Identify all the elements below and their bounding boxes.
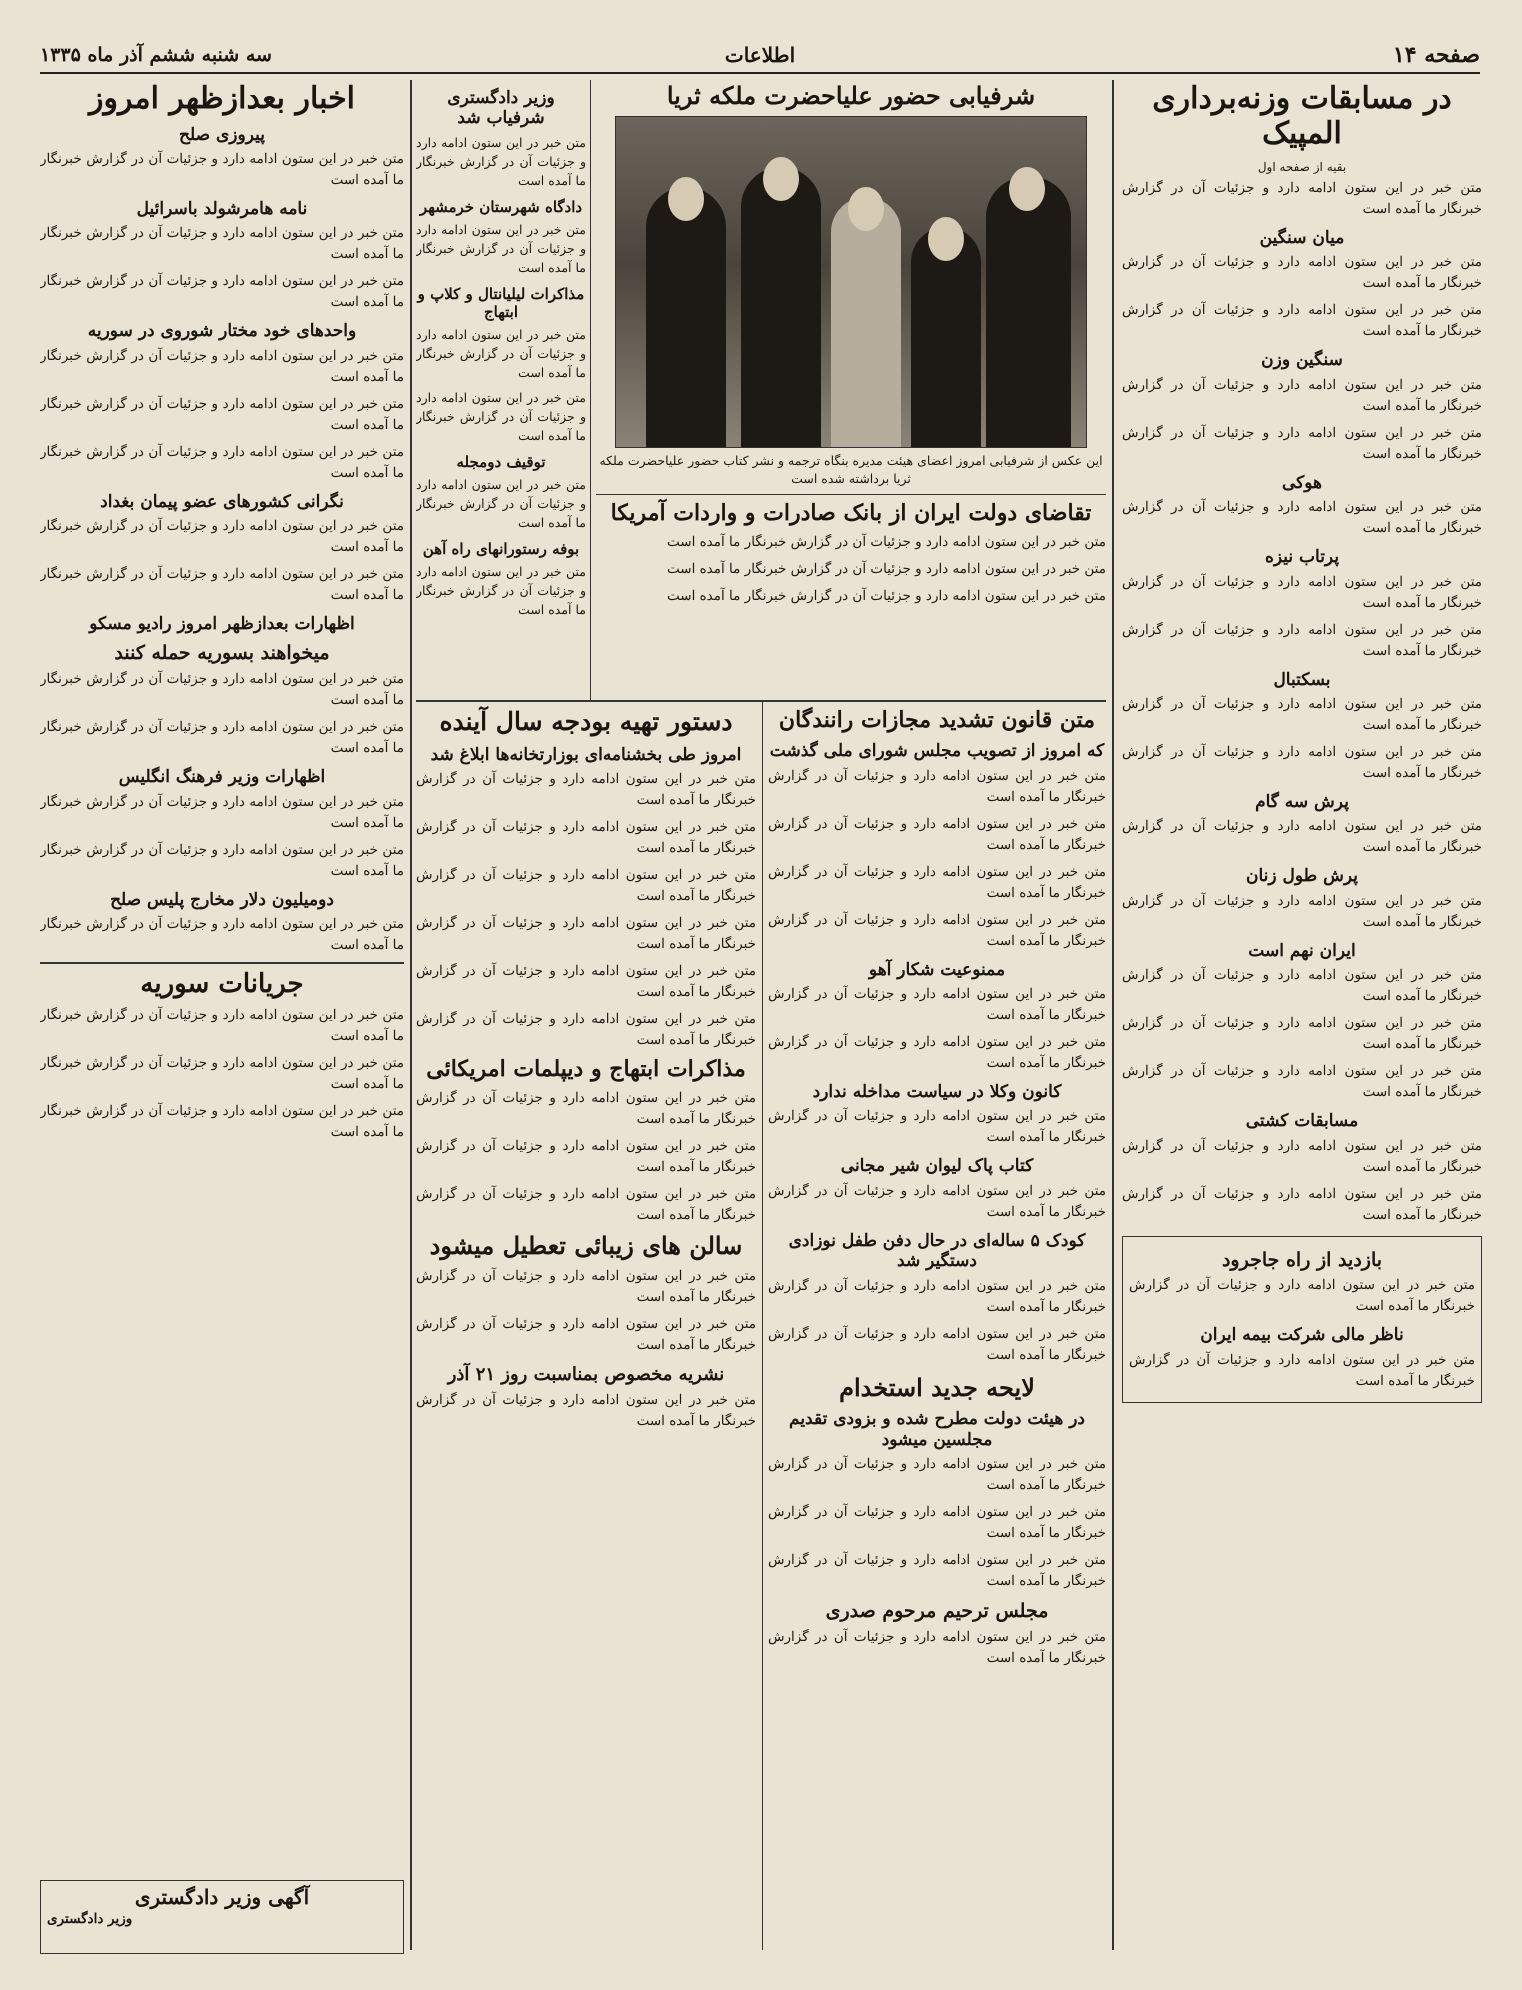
column-rule (590, 80, 591, 700)
article-body: متن خبر در این ستون ادامه دارد و جزئیات آن در گزارش خبرنگار ما آمده است متن خبر در این ستون ادامه دارد و جزئیات آن در گزارش خبرنگار ما آمده است (416, 326, 586, 443)
section-subhead: نگرانی کشورهای عضو پیمان بغداد (100, 491, 344, 512)
section-subhead: مذاکرات لیلیانتال و کلاپ و ابتهاج (417, 284, 585, 321)
section-subhead: پرش سه گام (1255, 791, 1349, 812)
section-subhead: کتاب پاک لیوان شیر مجانی (840, 1156, 1034, 1177)
column-rule (762, 700, 763, 1950)
ad-signature: وزیر دادگستری (47, 1911, 133, 1927)
article-body: متن خبر در این ستون ادامه دارد و جزئیات آن در گزارش خبرنگار ما آمده است متن خبر در این ستون ادامه دارد و جزئیات آن در گزارش خبرنگار ما آمده است متن خبر در این ستون ادامه دارد و جزئیات آن در گزارش خبرنگار ما آمده است (1122, 967, 1482, 1101)
article-body: متن خبر در این ستون ادامه دارد و جزئیات آن در گزارش خبرنگار ما آمده است (768, 1182, 1106, 1220)
article-body: متن خبر در این ستون ادامه دارد و جزئیات آن در گزارش خبرنگار ما آمده است متن خبر در این ستون ادامه دارد و جزئیات آن در گزارش خبرنگار ما آمده است (1122, 254, 1482, 340)
photo-figure-queen (831, 197, 901, 447)
news-box (1122, 1236, 1482, 1403)
section-subhead: پیروزی صلح (179, 124, 265, 145)
divider (596, 494, 1106, 496)
article-body: متن خبر در این ستون ادامه دارد و جزئیات آن در گزارش خبرنگار ما آمده است متن خبر در این ستون ادامه دارد و جزئیات آن در گزارش خبرنگار ما آمده است (1122, 573, 1482, 659)
article-body: متن خبر در این ستون ادامه دارد و جزئیات آن در گزارش خبرنگار ما آمده است متن خبر در این ستون ادامه دارد و جزئیات آن در گزارش خبرنگار ما آمده است (1122, 695, 1482, 781)
article-body: متن خبر در این ستون ادامه دارد و جزئیات آن در گزارش خبرنگار ما آمده است (40, 916, 404, 954)
section-subhead: توقیف دومجله (456, 452, 546, 471)
photo-figure (986, 177, 1071, 447)
article-headline: دستور تهیه بودجه سال آینده (439, 707, 733, 736)
box-body: متن خبر در این ستون ادامه دارد و جزئیات آن در گزارش خبرنگار ما آمده است (1129, 1351, 1475, 1389)
section-subhead: اظهارات بعدازظهر امروز رادیو مسکو (89, 614, 355, 635)
article-body: متن خبر در این ستون ادامه دارد و جزئیات آن در گزارش خبرنگار ما آمده است (1122, 499, 1482, 537)
section-subhead: مسابقات کشتی (1245, 1111, 1359, 1132)
article-headline: مذاکرات ابتهاج و دیپلمات امریکائی (426, 1056, 746, 1083)
photo-caption: این عکس از شرفیابی امروز اعضای هیئت مدیره بنگاه ترجمه و نشر کتاب حضور علیاحضرت ملکه ثریا برداشته شده است (599, 452, 1103, 486)
column-rule (1112, 80, 1114, 1950)
article-body: متن خبر در این ستون ادامه دارد و جزئیات آن در گزارش خبرنگار ما آمده است (1122, 180, 1482, 217)
article-headline: اخبار بعدازظهر امروز (88, 81, 356, 116)
article-body: متن خبر در این ستون ادامه دارد و جزئیات آن در گزارش خبرنگار ما آمده است متن خبر در این ستون ادامه دارد و جزئیات آن در گزارش خبرنگار ما آمده است متن خبر در این ستون ادامه دارد و جزئیات آن در گزارش خبرنگار ما آمده است متن خبر در این ستون ادامه دارد و جزئیات آن در گزارش خبرنگار ما آمده است متن خبر در این ستون ادامه دارد و جزئیات آن در گزارش خبرنگار ما آمده است متن خبر در این ستون ادامه دارد و جزئیات آن در گزارش خبرنگار ما آمده است (416, 771, 756, 1049)
section-subhead: ایران نهم است (1248, 940, 1356, 961)
section-subhead: اظهارات وزیر فرهنگ انگلیس (118, 767, 326, 788)
section-subhead: هوکی (1281, 472, 1322, 493)
article-headline: تقاضای دولت ایران از بانک صادرات و واردات آمریکا (610, 500, 1092, 527)
article-body: متن خبر در این ستون ادامه دارد و جزئیات آن در گزارش خبرنگار ما آمده است (416, 221, 586, 275)
section-subhead: دادگاه شهرستان خرمشهر (419, 197, 583, 216)
article-headline: جریانات سوریه (140, 968, 304, 999)
section-subhead: نشریه مخصوص بمناسبت روز ۲۱ آذر (447, 1364, 725, 1386)
divider (416, 700, 1106, 702)
photo-figure (646, 187, 726, 447)
ad-title: آگهی وزیر دادگستری (134, 1885, 310, 1909)
section-subhead: میان سنگین (1259, 228, 1345, 248)
article-body: متن خبر در این ستون ادامه دارد و جزئیات آن در گزارش خبرنگار ما آمده است (1122, 818, 1482, 856)
article-body: متن خبر در این ستون ادامه دارد و جزئیات آن در گزارش خبرنگار ما آمده است (416, 134, 586, 188)
photo-figure-head (928, 217, 964, 261)
column-photo-story (596, 80, 1106, 700)
article-body: متن خبر در این ستون ادامه دارد و جزئیات آن در گزارش خبرنگار ما آمده است متن خبر در این ستون ادامه دارد و جزئیات آن در گزارش خبرنگار ما آمده است (1122, 1137, 1482, 1223)
article-body: متن خبر در این ستون ادامه دارد و جزئیات آن در گزارش خبرنگار ما آمده است (416, 563, 586, 617)
masthead (40, 38, 1480, 74)
article-body: متن خبر در این ستون ادامه دارد و جزئیات آن در گزارش خبرنگار ما آمده است متن خبر در این ستون ادامه دارد و جزئیات آن در گزارش خبرنگار ما آمده است (40, 793, 404, 879)
box-body: متن خبر در این ستون ادامه دارد و جزئیات آن در گزارش خبرنگار ما آمده است (1129, 1277, 1475, 1315)
article-body: متن خبر در این ستون ادامه دارد و جزئیات آن در گزارش خبرنگار ما آمده است متن خبر در این ستون ادامه دارد و جزئیات آن در گزارش خبرنگار ما آمده است متن خبر در این ستون ادامه دارد و جزئیات آن در گزارش خبرنگار ما آمده است (667, 534, 1106, 605)
article-headline: لایحه جدید استخدام (839, 1372, 1035, 1402)
article-body: متن خبر در این ستون ادامه دارد و جزئیات آن در گزارش خبرنگار ما آمده است متن خبر در این ستون ادامه دارد و جزئیات آن در گزارش خبرنگار ما آمده است متن خبر در این ستون ادامه دارد و جزئیات آن در گزارش خبرنگار ما آمده است (40, 347, 404, 481)
column-budget (416, 706, 756, 1946)
section-subhead: دومیلیون دلار مخارج پلیس صلح (110, 889, 334, 910)
section-subhead: امروز طی بخشنامه‌ای بوزارتخانه‌ها ابلاغ شد (430, 744, 742, 765)
section-subhead: سنگین وزن (1261, 350, 1343, 371)
page-number: صفحه ۱۴ (1392, 42, 1480, 68)
article-body: متن خبر در این ستون ادامه دارد و جزئیات آن در گزارش خبرنگار ما آمده است متن خبر در این ستون ادامه دارد و جزئیات آن در گزارش خبرنگار ما آمده است (768, 1277, 1106, 1363)
article-body: متن خبر در این ستون ادامه دارد و جزئیات آن در گزارش خبرنگار ما آمده است متن خبر در این ستون ادامه دارد و جزئیات آن در گزارش خبرنگار ما آمده است (416, 1268, 756, 1354)
section-subhead: پرش طول زنان (1246, 866, 1358, 887)
photo-figure-head (1009, 167, 1045, 211)
section-subhead: ممنوعیت شکار آهو (868, 959, 1006, 980)
section-subhead: پرتاب نیزه (1264, 547, 1340, 568)
article-body: متن خبر در این ستون ادامه دارد و جزئیات آن در گزارش خبرنگار ما آمده است (416, 476, 586, 530)
article-body: متن خبر در این ستون ادامه دارد و جزئیات آن در گزارش خبرنگار ما آمده است متن خبر در این ستون ادامه دارد و جزئیات آن در گزارش خبرنگار ما آمده است (40, 518, 404, 604)
article-body: متن خبر در این ستون ادامه دارد و جزئیات آن در گزارش خبرنگار ما آمده است متن خبر در این ستون ادامه دارد و جزئیات آن در گزارش خبرنگار ما آمده است متن خبر در این ستون ادامه دارد و جزئیات آن در گزارش خبرنگار ما آمده است (768, 1456, 1106, 1590)
column-law (768, 706, 1106, 1946)
article-headline: در مسابقات وزنه‌برداری المپیک (1152, 81, 1452, 151)
section-subhead: مجلس ترحیم مرحوم صدری (825, 1600, 1049, 1623)
article-headline: متن قانون تشدید مجازات رانندگان (778, 707, 1096, 733)
article-body: متن خبر در این ستون ادامه دارد و جزئیات آن در گزارش خبرنگار ما آمده است (40, 150, 404, 188)
column-afternoon-news (40, 80, 404, 1950)
issue-date: سه شنبه ششم آذر ماه ۱۳۳۵ (40, 44, 272, 66)
article-body: متن خبر در این ستون ادامه دارد و جزئیات آن در گزارش خبرنگار ما آمده است متن خبر در این ستون ادامه دارد و جزئیات آن در گزارش خبرنگار ما آمده است متن خبر در این ستون ادامه دارد و جزئیات آن در گزارش خبرنگار ما آمده است (40, 1007, 404, 1141)
section-subhead: بسکتبال (1273, 669, 1331, 690)
section-subhead: که امروز از تصویب مجلس شورای ملی گذشت (769, 741, 1105, 762)
photo-headline: شرفیابی حضور علیاحضرت ملکه ثریا (666, 81, 1036, 110)
section-subhead: کانون وکلا در سیاست مداخله ندارد (812, 1082, 1062, 1103)
article-body: متن خبر در این ستون ادامه دارد و جزئیات آن در گزارش خبرنگار ما آمده است متن خبر در این ستون ادامه دارد و جزئیات آن در گزارش خبرنگار ما آمده است متن خبر در این ستون ادامه دارد و جزئیات آن در گزارش خبرنگار ما آمده است (416, 1090, 756, 1224)
section-subhead: میخواهند بسوریه حمله کنند (114, 642, 330, 665)
section-subhead: در هیئت دولت مطرح شده و بزودی تقدیم مجلسین میشود (789, 1409, 1085, 1450)
article-body: متن خبر در این ستون ادامه دارد و جزئیات آن در گزارش خبرنگار ما آمده است متن خبر در این ستون ادامه دارد و جزئیات آن در گزارش خبرنگار ما آمده است (40, 671, 404, 757)
section-subhead: بوفه رستورانهای راه آهن (422, 539, 580, 558)
ministry-notice-ad (40, 1880, 404, 1954)
article-body: متن خبر در این ستون ادامه دارد و جزئیات آن در گزارش خبرنگار ما آمده است (1122, 892, 1482, 930)
photo-figure (741, 167, 821, 447)
box-title: بازدید از راه جاجرود (1221, 1248, 1383, 1271)
photo-figure-head (763, 157, 799, 201)
article-body: متن خبر در این ستون ادامه دارد و جزئیات آن در گزارش خبرنگار ما آمده است (768, 1628, 1106, 1666)
article-body: متن خبر در این ستون ادامه دارد و جزئیات آن در گزارش خبرنگار ما آمده است متن خبر در این ستون ادامه دارد و جزئیات آن در گزارش خبرنگار ما آمده است (768, 986, 1106, 1072)
article-body: متن خبر در این ستون ادامه دارد و جزئیات آن در گزارش خبرنگار ما آمده است متن خبر در این ستون ادامه دارد و جزئیات آن در گزارش خبرنگار ما آمده است (40, 225, 404, 311)
section-subhead: نامه هامرشولد باسرائیل (136, 198, 308, 219)
photo-figure-head (668, 177, 704, 221)
column-olympics (1122, 80, 1482, 1950)
continuation-note: بقیه از صفحه اول (1257, 160, 1347, 174)
article-body: متن خبر در این ستون ادامه دارد و جزئیات آن در گزارش خبرنگار ما آمده است متن خبر در این ستون ادامه دارد و جزئیات آن در گزارش خبرنگار ما آمده است متن خبر در این ستون ادامه دارد و جزئیات آن در گزارش خبرنگار ما آمده است متن خبر در این ستون ادامه دارد و جزئیات آن در گزارش خبرنگار ما آمده است (768, 767, 1106, 949)
photo-figure-head (848, 187, 884, 231)
section-subhead: واحدهای خود مختار شوروی در سوریه (87, 321, 357, 342)
divider (40, 962, 404, 964)
column-rule (410, 80, 412, 1950)
article-body: متن خبر در این ستون ادامه دارد و جزئیات آن در گزارش خبرنگار ما آمده است (768, 1108, 1106, 1146)
column-briefs (416, 80, 586, 700)
section-subhead: کودک ۵ ساله‌ای در حال دفن طفل نوزادی دستگیر شد (788, 1230, 1086, 1272)
paper-name: اطلاعات (724, 43, 796, 67)
article-body: متن خبر در این ستون ادامه دارد و جزئیات آن در گزارش خبرنگار ما آمده است متن خبر در این ستون ادامه دارد و جزئیات آن در گزارش خبرنگار ما آمده است (1122, 376, 1482, 462)
article-body: متن خبر در این ستون ادامه دارد و جزئیات آن در گزارش خبرنگار ما آمده است (416, 1391, 756, 1429)
box-title: ناظر مالی شرکت بیمه ایران (1200, 1325, 1404, 1346)
article-headline: سالن های زیبائی تعطیل میشود (429, 1231, 743, 1261)
royal-audience-photo (615, 116, 1087, 448)
article-headline: وزیر دادگستری شرفیاب شد (447, 88, 555, 129)
